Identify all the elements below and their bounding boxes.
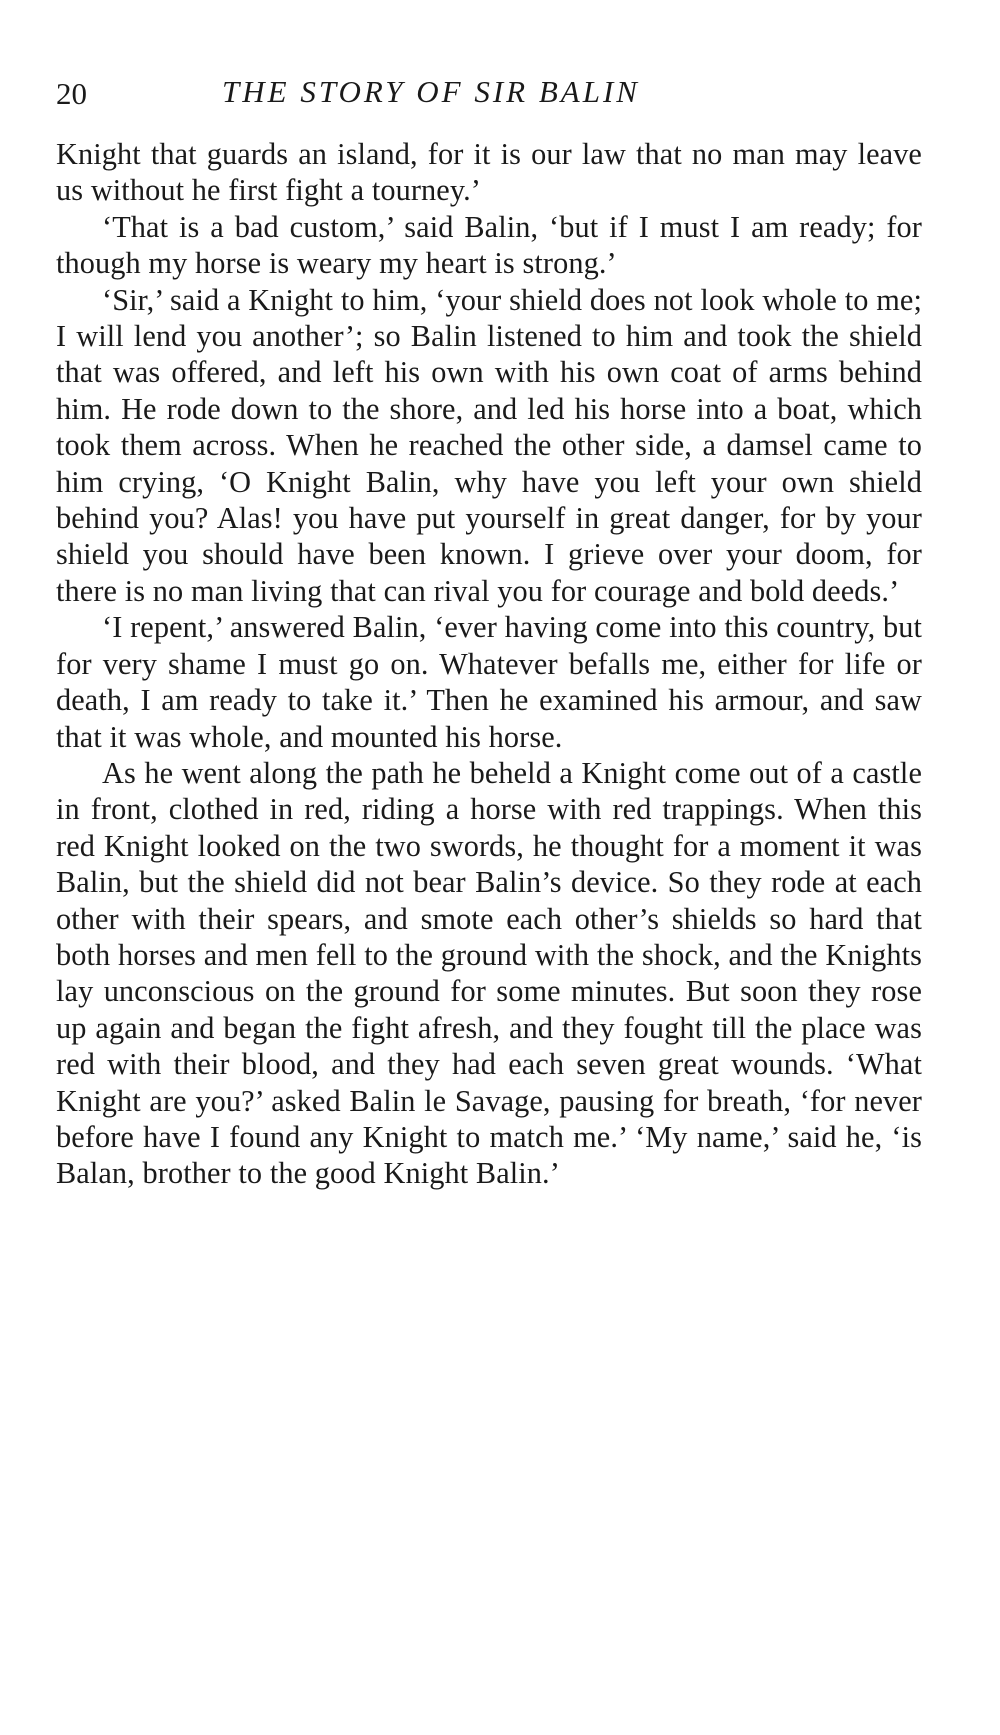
page-number: 20 — [56, 76, 87, 111]
book-page — [56, 62, 922, 1192]
body-text — [56, 136, 922, 1192]
paragraph: ‘Sir,’ said a Knight to him, ‘your shield does not look whole to me; I will lend you another’; so Balin listened to him and took the shield that was offered, and left his own with his own coat of arms behind him. He rode down to the shore, and led his horse into a boat, which took them across. When he reached the other side, a damsel came to him crying, ‘O Knight Balin, why have you left your own shield behind you? Alas! you have put yourself in great danger, for by your shield you should have been known. I grieve over your doom, for there is no man living that can rival you for courage and bold deeds.’ — [56, 282, 922, 608]
running-title: THE STORY OF SIR BALIN — [222, 74, 640, 109]
paragraph-continued: Knight that guards an island, for it is our law that no man may leave us without he first fight a tourney.’ — [56, 137, 922, 208]
paragraph: ‘I repent,’ answered Balin, ‘ever having come into this country, but for very shame I must go on. Whatever befalls me, either for life or death, I am ready to take it.’ Then he examined his armour, and saw that it was whole, and mounted his horse. — [56, 610, 922, 754]
running-head — [56, 62, 922, 122]
paragraph: As he went along the path he beheld a Knight come out of a castle in front, clothed in red, riding a horse with red trappings. When this red Knight looked on the two swords, he thought for a moment it was Balin, but the shield did not bear Balin’s device. So they rode at each other with their spears, and smote each other’s shields so hard that both horses and men fell to the ground with the shock, and the Knights lay unconscious on the ground for some minutes. But soon they rose up again and began the fight afresh, and they fought till the place was red with their blood, and they had each seven great wounds. ‘What Knight are you?’ asked Balin le Savage, pausing for breath, ‘for never before have I found any Knight to match me.’ ‘My name,’ said he, ‘is Balan, brother to the good Knight Balin.’ — [56, 755, 922, 1191]
paragraph: ‘That is a bad custom,’ said Balin, ‘but if I must I am ready; for though my horse is weary my heart is strong.’ — [56, 209, 922, 281]
